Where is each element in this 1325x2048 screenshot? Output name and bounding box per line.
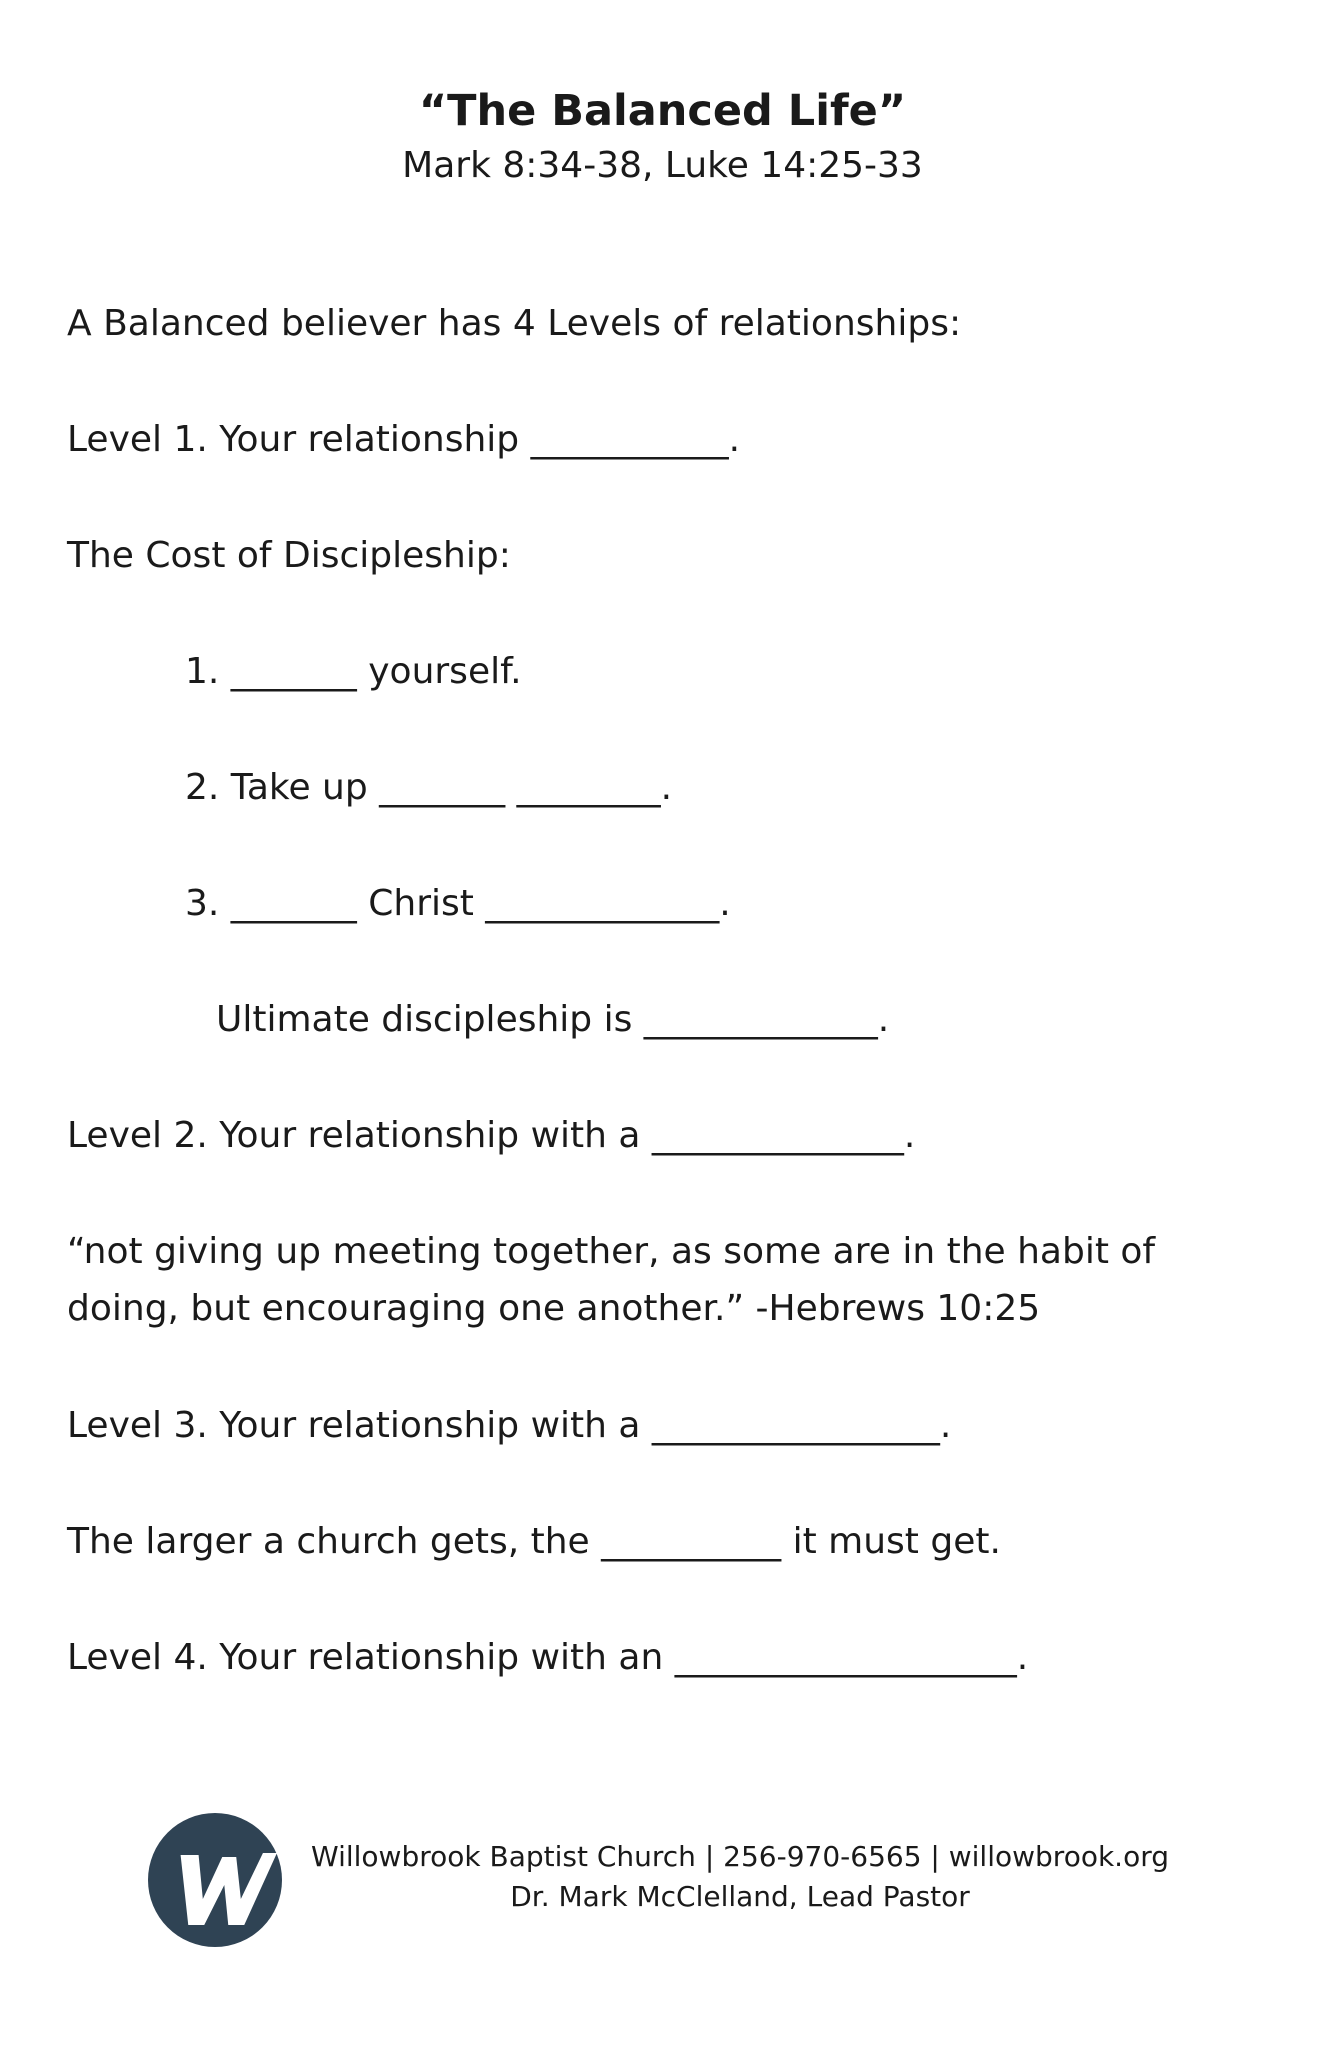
quote-line-1: “not giving up meeting together, as some are in the habit of — [67, 1231, 1156, 1272]
quote-line-2: doing, but encouraging one another.” -Hebrews 10:25 — [67, 1288, 1041, 1329]
intro-text: A Balanced believer has 4 Levels of relationships: — [67, 303, 962, 344]
church-size-text: The larger a church gets, the __________ it must get. — [67, 1521, 1001, 1562]
cost-item-2: 2. Take up _______ ________. — [185, 767, 673, 808]
footer-contact: Willowbrook Baptist Church | 256-970-6565 | willowbrook.org — [311, 1840, 1169, 1873]
ultimate-discipleship-text: Ultimate discipleship is _____________. — [216, 999, 890, 1040]
cost-item-3: 3. _______ Christ _____________. — [185, 883, 731, 924]
cost-heading: The Cost of Discipleship: — [67, 535, 511, 576]
cost-item-1: 1. _______ yourself. — [185, 651, 522, 692]
level-2-text: Level 2. Your relationship with a ______________. — [67, 1115, 916, 1156]
willowbrook-logo-icon — [148, 1813, 282, 1947]
level-1-text: Level 1. Your relationship ___________. — [67, 419, 741, 460]
level-4-text: Level 4. Your relationship with an ___________________. — [67, 1637, 1029, 1678]
page-title: “The Balanced Life” — [418, 86, 907, 136]
footer-pastor: Dr. Mark McClelland, Lead Pastor — [510, 1880, 970, 1913]
level-3-text: Level 3. Your relationship with a ________________. — [67, 1405, 952, 1446]
scripture-reference: Mark 8:34-38, Luke 14:25-33 — [402, 145, 923, 186]
